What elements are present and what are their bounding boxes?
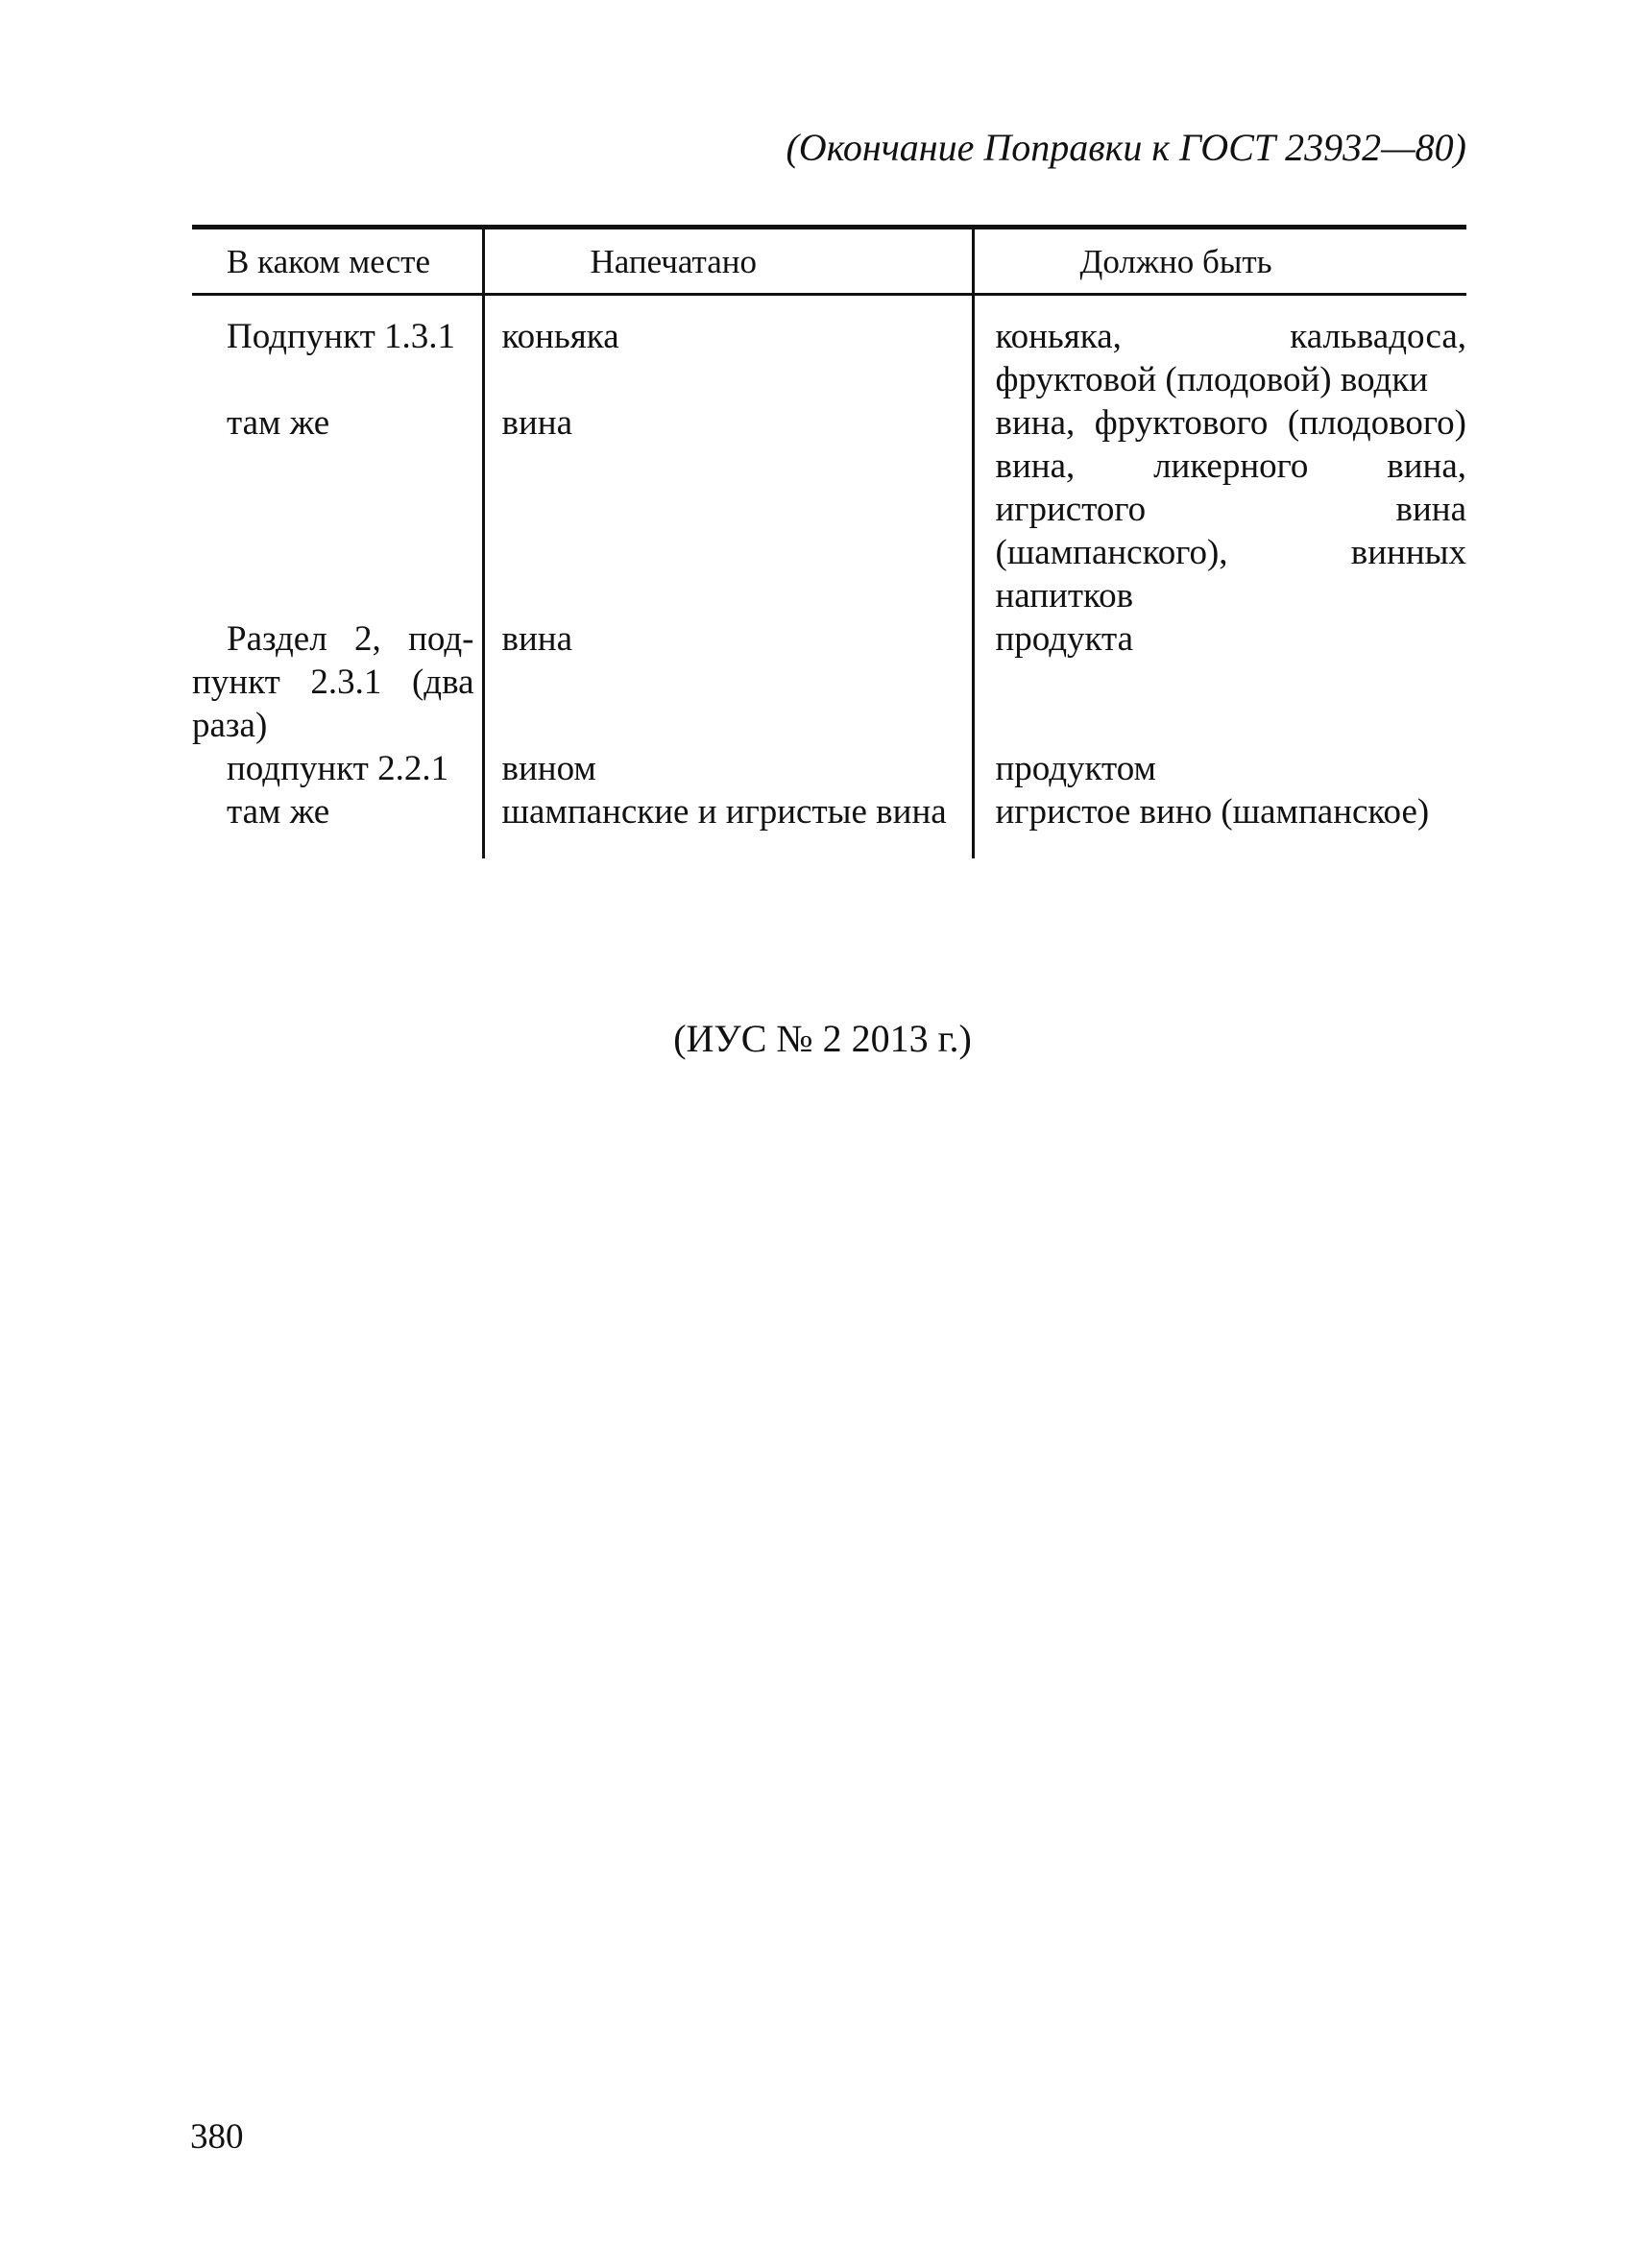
cell-place: Подпункт 1.3.1 [227,317,455,356]
cell-place: там же [227,792,330,832]
amendment-table [192,225,1466,858]
column-header-printed: Напечатано [483,228,973,295]
amendment-table-container [192,225,1466,858]
cell-place [192,617,483,747]
table-header-row [192,228,1466,295]
source-note: (ИУС № 2 2013 г.) [673,1017,972,1060]
table-row [192,401,1466,617]
cell-should-be: продуктом [973,747,1466,790]
cell-printed: вина [483,401,973,617]
table-row [192,747,1466,790]
cell-printed: коньяка [483,295,973,402]
column-header-should-be: Должно быть [973,228,1466,295]
cell-should-be: коньяка, кальвадоса, фруктовой (плодовой) водки [973,295,1466,402]
table-row [192,617,1466,747]
cell-place: подпункт 2.2.1 [227,749,449,788]
continuation-caption: (Окончание Поправки к ГОСТ 23932—80) [786,126,1466,169]
table-body [192,295,1466,859]
cell-printed: вином [483,747,973,790]
table-row [192,790,1466,858]
cell-should-be: вина, фруктового (плодового) вина, ликерного вина, игристого вина (шампанского), винных напитков [973,401,1466,617]
cell-printed: шампанские и игристые вина [483,790,973,858]
table-header [192,228,1466,295]
cell-should-be: игристое вино (шампанское) [973,790,1466,858]
cell-place-text: Раздел 2, подпункт 2.3.1 (два раза) [192,619,474,745]
cell-printed: вина [483,617,973,747]
page-number: 380 [190,2117,244,2157]
cell-place: там же [227,403,330,443]
cell-should-be: продукта [973,617,1466,747]
table-row [192,295,1466,402]
column-header-place: В каком месте [192,228,483,295]
